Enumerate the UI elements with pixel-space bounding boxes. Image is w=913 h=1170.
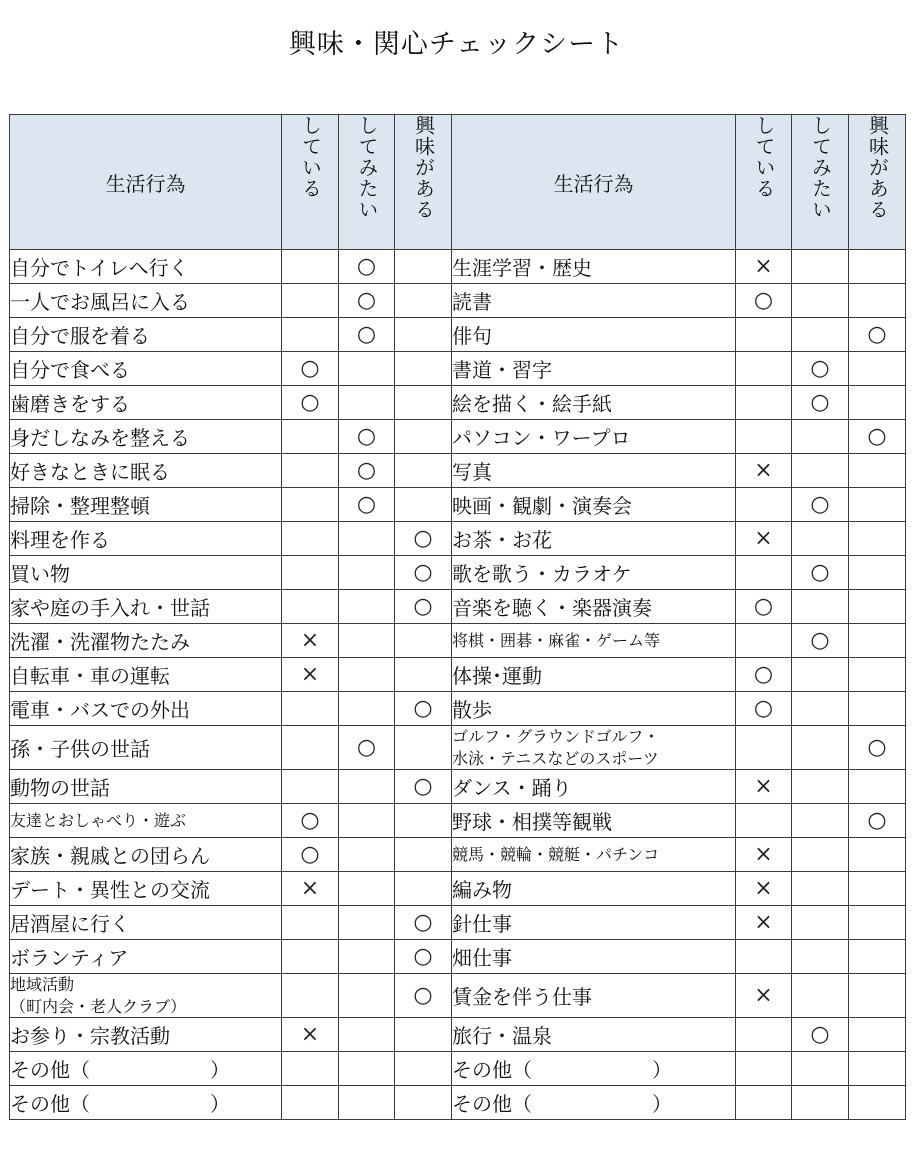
activity-left: 一人でお風呂に入る <box>10 284 282 318</box>
interested-mark-left[interactable]: ○ <box>395 974 452 1018</box>
want-mark-right[interactable]: ○ <box>792 624 849 658</box>
doing-mark-right[interactable] <box>736 940 792 974</box>
doing-mark-right[interactable] <box>736 352 792 386</box>
want-mark-left[interactable] <box>339 590 395 624</box>
doing-mark-right[interactable] <box>736 1086 792 1120</box>
activity-right: 映画・観劇・演奏会 <box>452 488 736 522</box>
interested-mark-right[interactable] <box>849 386 906 420</box>
header-interested-right: 興味がある <box>849 115 906 250</box>
interested-mark-right[interactable] <box>849 838 906 872</box>
want-mark-right[interactable]: ○ <box>792 488 849 522</box>
activity-left: 動物の世話 <box>10 770 282 804</box>
doing-mark-right[interactable] <box>736 420 792 454</box>
header-activity-right: 生活行為 <box>452 115 736 250</box>
table-row <box>10 454 906 488</box>
doing-mark-right[interactable] <box>736 624 792 658</box>
doing-mark-left[interactable] <box>282 454 339 488</box>
doing-mark-right[interactable]: × <box>736 250 792 284</box>
activity-left: 自分で服を着る <box>10 318 282 352</box>
table-row <box>10 624 906 658</box>
want-mark-right[interactable] <box>792 250 849 284</box>
activity-left: デート・異性との交流 <box>10 872 282 906</box>
table-row <box>10 726 906 770</box>
interested-mark-left[interactable]: ○ <box>395 692 452 726</box>
want-mark-left[interactable]: ○ <box>339 488 395 522</box>
table-row <box>10 1086 906 1120</box>
header-want-right: してみたい <box>792 115 849 250</box>
want-mark-left[interactable] <box>339 1018 395 1052</box>
want-mark-left[interactable]: ○ <box>339 420 395 454</box>
doing-mark-left[interactable]: × <box>282 1018 339 1052</box>
activity-right: 野球・相撲等観戦 <box>452 804 736 838</box>
doing-mark-left[interactable] <box>282 522 339 556</box>
activity-label-line1: ゴルフ・グラウンドゴルフ・ <box>452 727 660 746</box>
doing-mark-right[interactable]: × <box>736 838 792 872</box>
interested-mark-right[interactable] <box>849 906 906 940</box>
doing-mark-left[interactable] <box>282 940 339 974</box>
doing-mark-left[interactable] <box>282 974 339 1018</box>
activity-right: ダンス・踊り <box>452 770 736 804</box>
want-mark-left[interactable]: ○ <box>339 454 395 488</box>
interested-mark-left[interactable] <box>395 318 452 352</box>
doing-mark-right[interactable]: × <box>736 872 792 906</box>
interested-mark-left[interactable] <box>395 838 452 872</box>
activity-left: 自分でトイレへ行く <box>10 250 282 284</box>
doing-mark-right[interactable]: ○ <box>736 590 792 624</box>
doing-mark-left[interactable] <box>282 318 339 352</box>
activity-right: 畑仕事 <box>452 940 736 974</box>
activity-right: 生涯学習・歴史 <box>452 250 736 284</box>
activity-right: 針仕事 <box>452 906 736 940</box>
header-activity-left: 生活行為 <box>10 115 282 250</box>
activity-left: 友達とおしゃべり・遊ぶ <box>10 804 282 838</box>
want-mark-right[interactable] <box>792 522 849 556</box>
table-row <box>10 590 906 624</box>
doing-mark-right[interactable] <box>736 726 792 770</box>
interested-mark-right[interactable]: ○ <box>849 420 906 454</box>
want-mark-right[interactable] <box>792 726 849 770</box>
interested-mark-left[interactable] <box>395 1052 452 1086</box>
table-row <box>10 284 906 318</box>
interested-mark-left[interactable] <box>395 488 452 522</box>
interested-mark-left[interactable] <box>395 804 452 838</box>
activity-right: 音楽を聴く・楽器演奏 <box>452 590 736 624</box>
want-mark-right[interactable]: ○ <box>792 556 849 590</box>
activity-left: お参り・宗教活動 <box>10 1018 282 1052</box>
doing-mark-left[interactable] <box>282 726 339 770</box>
activity-right: 競馬・競輪・競艇・パチンコ <box>452 838 736 872</box>
doing-mark-left[interactable] <box>282 590 339 624</box>
doing-mark-left[interactable]: × <box>282 872 339 906</box>
doing-mark-right[interactable]: × <box>736 974 792 1018</box>
table-row <box>10 906 906 940</box>
interested-mark-right[interactable] <box>849 624 906 658</box>
doing-mark-right[interactable]: × <box>736 522 792 556</box>
doing-mark-left[interactable] <box>282 250 339 284</box>
table-row <box>10 940 906 974</box>
table-row <box>10 658 906 692</box>
interested-mark-right[interactable] <box>849 352 906 386</box>
want-mark-right[interactable] <box>792 1086 849 1120</box>
activity-right: 散歩 <box>452 692 736 726</box>
interested-mark-left[interactable] <box>395 454 452 488</box>
activity-right <box>452 726 736 770</box>
header-doing-left: している <box>282 115 339 250</box>
interested-mark-left[interactable] <box>395 1086 452 1120</box>
doing-mark-left[interactable] <box>282 770 339 804</box>
doing-mark-left[interactable] <box>282 284 339 318</box>
want-mark-left[interactable] <box>339 658 395 692</box>
doing-mark-right[interactable] <box>736 318 792 352</box>
doing-mark-right[interactable] <box>736 1052 792 1086</box>
want-mark-right[interactable]: ○ <box>792 1018 849 1052</box>
activity-right: 読書 <box>452 284 736 318</box>
table-row <box>10 692 906 726</box>
interested-mark-right[interactable] <box>849 556 906 590</box>
doing-mark-right[interactable] <box>736 556 792 590</box>
want-mark-left[interactable]: ○ <box>339 318 395 352</box>
doing-mark-left[interactable]: ○ <box>282 804 339 838</box>
page-title: 興味・関心チェックシート <box>288 29 625 60</box>
doing-mark-left[interactable]: ○ <box>282 838 339 872</box>
activity-left: 料理を作る <box>10 522 282 556</box>
interested-mark-left[interactable] <box>395 624 452 658</box>
activity-left: 電車・バスでの外出 <box>10 692 282 726</box>
want-mark-left[interactable] <box>339 906 395 940</box>
table-row <box>10 522 906 556</box>
activity-right: 将棋・囲碁・麻雀・ゲーム等 <box>452 624 736 658</box>
activity-left: 買い物 <box>10 556 282 590</box>
want-mark-right[interactable] <box>792 770 849 804</box>
activity-label-line2: 水泳・テニスなどのスポーツ <box>452 748 659 768</box>
interested-mark-left[interactable] <box>395 872 452 906</box>
activity-left: 居酒屋に行く <box>10 906 282 940</box>
interested-mark-right[interactable] <box>849 590 906 624</box>
interested-mark-right[interactable] <box>849 872 906 906</box>
activity-left: 洗濯・洗濯物たたみ <box>10 624 282 658</box>
interested-mark-right[interactable] <box>849 522 906 556</box>
want-mark-left[interactable]: ○ <box>339 250 395 284</box>
want-mark-left[interactable] <box>339 838 395 872</box>
want-mark-left[interactable]: ○ <box>339 284 395 318</box>
doing-mark-left[interactable]: × <box>282 658 339 692</box>
interested-mark-right[interactable] <box>849 1018 906 1052</box>
activity-right: その他（ ） <box>452 1086 736 1120</box>
want-mark-left[interactable] <box>339 1086 395 1120</box>
table-row <box>10 420 906 454</box>
activity-right: 賃金を伴う仕事 <box>452 974 736 1018</box>
activity-left: 孫・子供の世話 <box>10 726 282 770</box>
interested-mark-left[interactable]: ○ <box>395 522 452 556</box>
header-want-left: してみたい <box>339 115 395 250</box>
activity-right: 旅行・温泉 <box>452 1018 736 1052</box>
table-row <box>10 1018 906 1052</box>
want-mark-left[interactable] <box>339 1052 395 1086</box>
interest-check-table <box>9 114 906 1120</box>
activity-left: 自転車・車の運転 <box>10 658 282 692</box>
table-body <box>10 250 906 1120</box>
doing-mark-right[interactable] <box>736 804 792 838</box>
want-mark-left[interactable]: ○ <box>339 726 395 770</box>
interested-mark-left[interactable] <box>395 420 452 454</box>
interested-mark-left[interactable]: ○ <box>395 906 452 940</box>
want-mark-right[interactable] <box>792 284 849 318</box>
table-row <box>10 770 906 804</box>
doing-mark-right[interactable]: ○ <box>736 658 792 692</box>
activity-left: 掃除・整理整頓 <box>10 488 282 522</box>
doing-mark-left[interactable] <box>282 906 339 940</box>
want-mark-left[interactable] <box>339 940 395 974</box>
interested-mark-right[interactable]: ○ <box>849 318 906 352</box>
interested-mark-right[interactable] <box>849 1052 906 1086</box>
interested-mark-left[interactable] <box>395 386 452 420</box>
activity-label-line1: 地域活動 <box>10 975 75 995</box>
activity-left: 身だしなみを整える <box>10 420 282 454</box>
doing-mark-left[interactable]: ○ <box>282 386 339 420</box>
interested-mark-right[interactable] <box>849 974 906 1018</box>
table-row <box>10 872 906 906</box>
table-row <box>10 352 906 386</box>
want-mark-right[interactable] <box>792 804 849 838</box>
activity-left: 家族・親戚との団らん <box>10 838 282 872</box>
table-row <box>10 974 906 1018</box>
header-row <box>10 115 906 250</box>
interested-mark-left[interactable] <box>395 352 452 386</box>
doing-mark-left[interactable] <box>282 1052 339 1086</box>
table-row <box>10 556 906 590</box>
activity-left: その他（ ） <box>10 1086 282 1120</box>
activity-right: 編み物 <box>452 872 736 906</box>
interested-mark-right[interactable] <box>849 940 906 974</box>
want-mark-left[interactable] <box>339 872 395 906</box>
table-row <box>10 1052 906 1086</box>
doing-mark-left[interactable]: × <box>282 624 339 658</box>
header-interested-left: 興味がある <box>395 115 452 250</box>
activity-left: 自分で食べる <box>10 352 282 386</box>
interested-mark-left[interactable] <box>395 284 452 318</box>
want-mark-left[interactable] <box>339 770 395 804</box>
table-row <box>10 250 906 284</box>
interested-mark-right[interactable] <box>849 284 906 318</box>
want-mark-right[interactable] <box>792 1052 849 1086</box>
activity-right: 書道・習字 <box>452 352 736 386</box>
doing-mark-left[interactable] <box>282 556 339 590</box>
doing-mark-left[interactable] <box>282 488 339 522</box>
doing-mark-left[interactable]: ○ <box>282 352 339 386</box>
want-mark-right[interactable]: ○ <box>792 352 849 386</box>
want-mark-right[interactable] <box>792 974 849 1018</box>
want-mark-right[interactable] <box>792 940 849 974</box>
table-row <box>10 386 906 420</box>
activity-right: パソコン・ワープロ <box>452 420 736 454</box>
interested-mark-right[interactable] <box>849 250 906 284</box>
interested-mark-left[interactable]: ○ <box>395 590 452 624</box>
activity-label-line2: （町内会・老人クラブ） <box>10 996 187 1016</box>
want-mark-right[interactable] <box>792 590 849 624</box>
activity-right: お茶・お花 <box>452 522 736 556</box>
interested-mark-right[interactable] <box>849 488 906 522</box>
doing-mark-left[interactable] <box>282 692 339 726</box>
activity-right: 写真 <box>452 454 736 488</box>
activity-right: 俳句 <box>452 318 736 352</box>
want-mark-right[interactable] <box>792 692 849 726</box>
want-mark-left[interactable] <box>339 804 395 838</box>
want-mark-left[interactable] <box>339 624 395 658</box>
table-row <box>10 488 906 522</box>
doing-mark-right[interactable]: ○ <box>736 284 792 318</box>
interested-mark-right[interactable]: ○ <box>849 726 906 770</box>
activity-left <box>10 974 282 1018</box>
want-mark-right[interactable] <box>792 906 849 940</box>
want-mark-right[interactable] <box>792 318 849 352</box>
activity-right: 体操･運動 <box>452 658 736 692</box>
doing-mark-right[interactable]: × <box>736 454 792 488</box>
want-mark-right[interactable] <box>792 838 849 872</box>
table-row <box>10 804 906 838</box>
interested-mark-right[interactable] <box>849 770 906 804</box>
interested-mark-left[interactable] <box>395 1018 452 1052</box>
interested-mark-left[interactable] <box>395 250 452 284</box>
doing-mark-left[interactable] <box>282 1086 339 1120</box>
doing-mark-right[interactable]: × <box>736 770 792 804</box>
want-mark-left[interactable] <box>339 386 395 420</box>
activity-right: 歌を歌う・カラオケ <box>452 556 736 590</box>
want-mark-left[interactable] <box>339 556 395 590</box>
activity-left: その他（ ） <box>10 1052 282 1086</box>
want-mark-right[interactable] <box>792 658 849 692</box>
doing-mark-right[interactable] <box>736 488 792 522</box>
interested-mark-left[interactable] <box>395 726 452 770</box>
header-doing-right: している <box>736 115 792 250</box>
activity-left: ボランティア <box>10 940 282 974</box>
want-mark-left[interactable] <box>339 974 395 1018</box>
interested-mark-right[interactable] <box>849 692 906 726</box>
want-mark-right[interactable] <box>792 872 849 906</box>
doing-mark-left[interactable] <box>282 420 339 454</box>
doing-mark-right[interactable] <box>736 1018 792 1052</box>
interested-mark-right[interactable]: ○ <box>849 804 906 838</box>
want-mark-left[interactable] <box>339 352 395 386</box>
table-row <box>10 838 906 872</box>
table-row <box>10 318 906 352</box>
interested-mark-left[interactable]: ○ <box>395 556 452 590</box>
activity-left: 好きなときに眠る <box>10 454 282 488</box>
activity-left: 歯磨きをする <box>10 386 282 420</box>
activity-right: 絵を描く・絵手紙 <box>452 386 736 420</box>
interested-mark-right[interactable] <box>849 658 906 692</box>
interested-mark-left[interactable] <box>395 658 452 692</box>
want-mark-right[interactable]: ○ <box>792 386 849 420</box>
doing-mark-right[interactable]: × <box>736 906 792 940</box>
want-mark-right[interactable] <box>792 454 849 488</box>
want-mark-left[interactable] <box>339 522 395 556</box>
interested-mark-left[interactable]: ○ <box>395 770 452 804</box>
doing-mark-right[interactable] <box>736 386 792 420</box>
doing-mark-right[interactable]: ○ <box>736 692 792 726</box>
interested-mark-right[interactable] <box>849 454 906 488</box>
interested-mark-right[interactable] <box>849 1086 906 1120</box>
activity-right: その他（ ） <box>452 1052 736 1086</box>
interested-mark-left[interactable]: ○ <box>395 940 452 974</box>
activity-left: 家や庭の手入れ・世話 <box>10 590 282 624</box>
want-mark-left[interactable] <box>339 692 395 726</box>
want-mark-right[interactable] <box>792 420 849 454</box>
